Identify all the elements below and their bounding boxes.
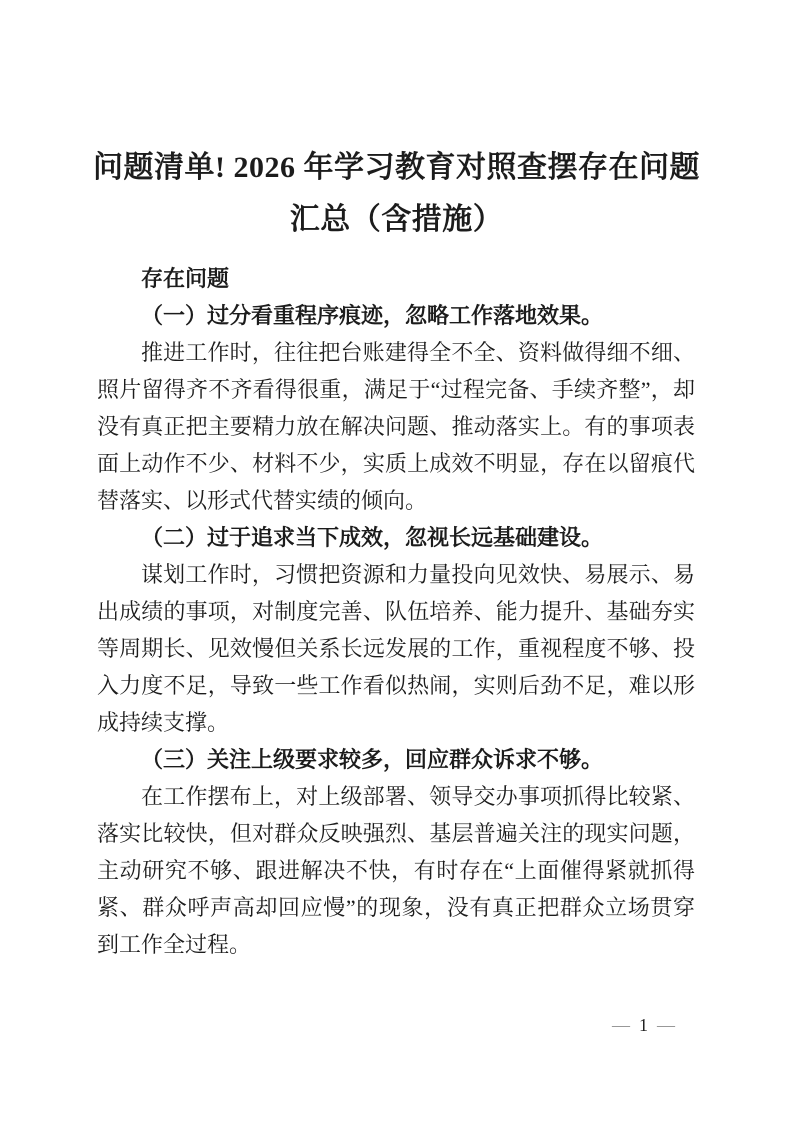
body-paragraph: 推进工作时，往往把台账建得全不全、资料做得细不细、照片留得齐不齐看得很重，满足于“过程完备、手续齐整”，却没有真正把主要精力放在解决问题、推动落实上。有的事项表面上动作不少、材料不少，实质上成效不明显，存在以留痕代替落实、以形式代替实绩的倾向。 [97, 340, 695, 513]
body-paragraph: 谋划工作时，习惯把资源和力量投向见效快、易展示、易出成绩的事项，对制度完善、队伍培养、能力提升、基础夯实等周期长、见效慢但关系长远发展的工作，重视程度不够、投入力度不足，导致一些工作看似热闹，实则后劲不足，难以形成持续支撑。 [97, 562, 695, 735]
item-subheading: （一）过分看重程序痕迹，忽略工作落地效果。 [141, 303, 604, 328]
item-subheading: （二）过于追求当下成效，忽视长远基础建设。 [141, 525, 604, 550]
paragraph-list [97, 297, 695, 963]
body-paragraph: 在工作摆布上，对上级部署、领导交办事项抓得比较紧、落实比较快，但对群众反映强烈、基层普遍关注的现实问题，主动研究不够、跟进解决不快，有时存在“上面催得紧就抓得紧、群众呼声高却回应慢”的现象，没有真正把群众立场贯穿到工作全过程。 [97, 784, 695, 957]
section-heading: 存在问题 [141, 266, 230, 291]
document-body [97, 260, 695, 963]
page-footer [612, 1015, 675, 1035]
item-subheading: （三）关注上级要求较多，回应群众诉求不够。 [141, 747, 604, 772]
footer-dash-left: — [612, 1015, 630, 1035]
document-title: 问题清单! 2026 年学习教育对照查摆存在问题汇总（含措施） [93, 151, 700, 236]
footer-dash-right: — [657, 1015, 675, 1035]
page-number: 1 [639, 1015, 648, 1035]
